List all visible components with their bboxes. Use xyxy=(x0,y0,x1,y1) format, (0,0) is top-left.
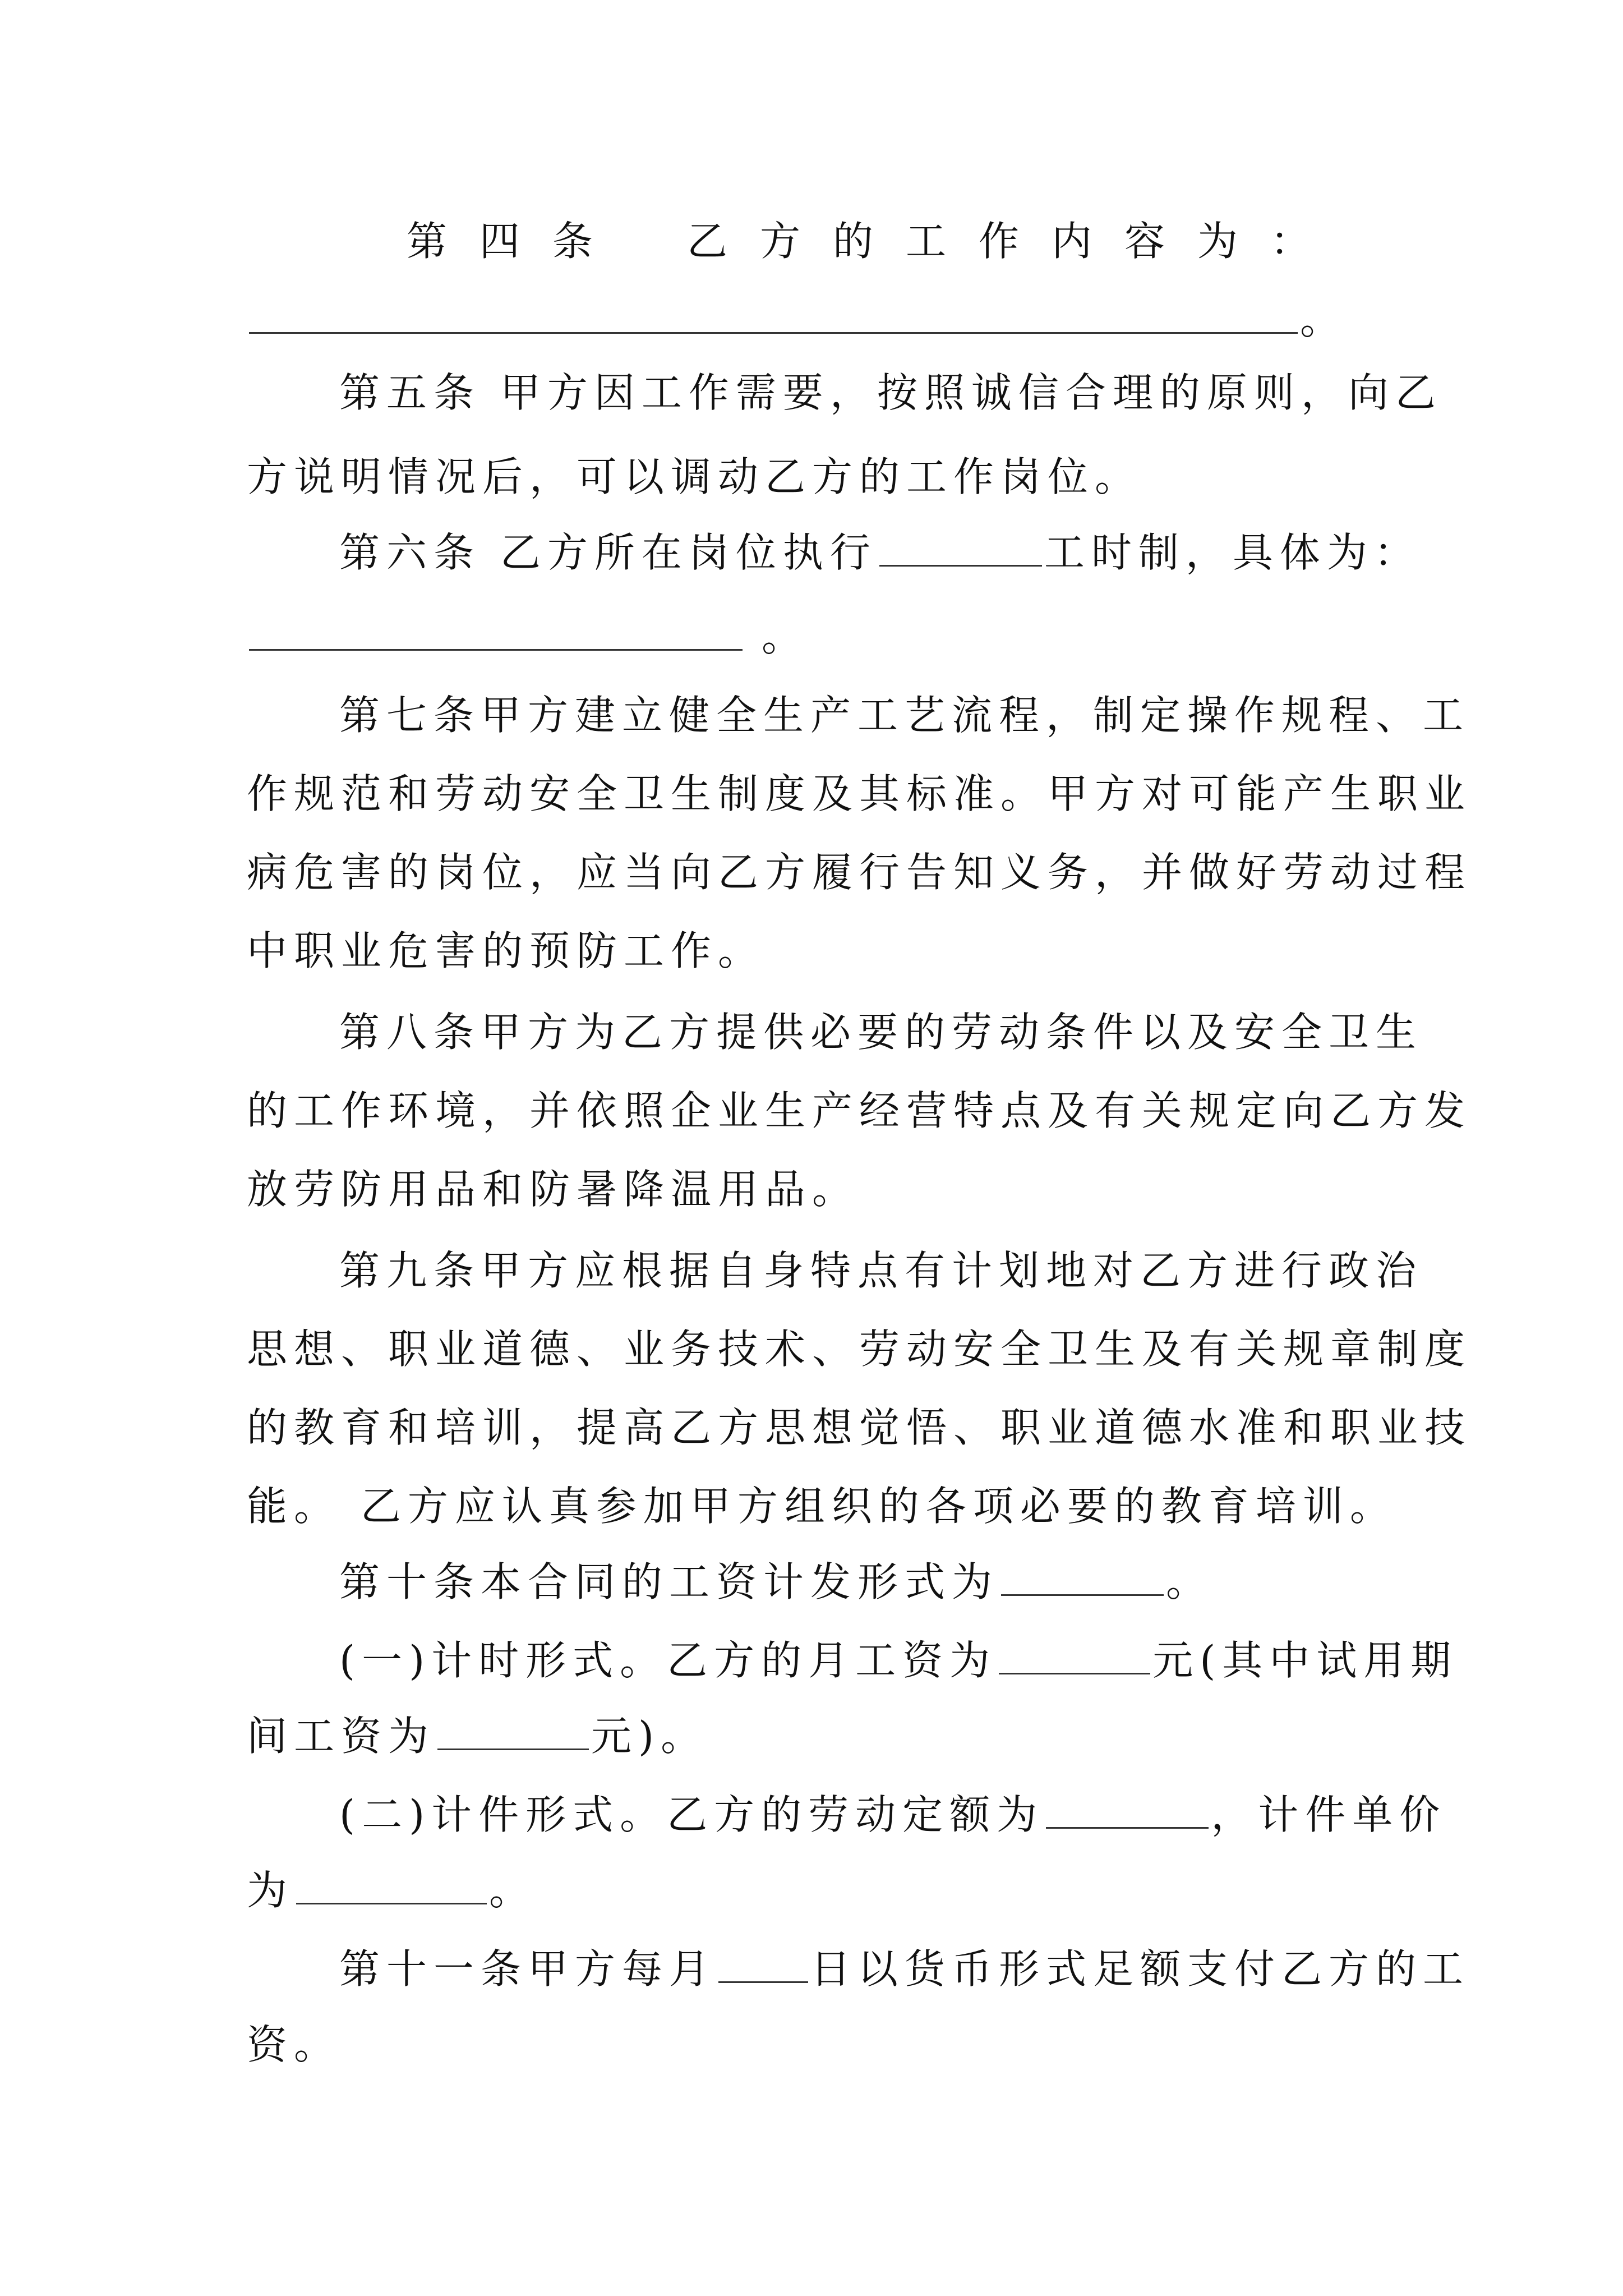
art6-line1 xyxy=(339,524,1421,581)
art6-suffix: 工时制，具体为： xyxy=(1044,529,1421,576)
art10-item2-mid: ，计件单价 xyxy=(1211,1791,1447,1838)
art9-line3: 的教育和培训，提高乙方思想觉悟、职业道德水准和职业技 xyxy=(247,1404,1472,1451)
art11-line2: 资。 xyxy=(247,2021,342,2068)
art11-line1 xyxy=(339,1941,1470,1997)
art10-item1-line2 xyxy=(247,1708,708,1764)
art7-line2: 作规范和劳动安全卫生制度及其标准。甲方对可能产生职业 xyxy=(247,770,1472,817)
art7-line3: 病危害的岗位，应当向乙方履行告知义务，并做好劳动过程 xyxy=(247,849,1472,896)
art11-prefix: 第十一条甲方每月 xyxy=(339,1945,717,1993)
art6-prefix: 第六条 乙方所在岗位执行 xyxy=(339,529,877,576)
art10-item2-line2-end: 。 xyxy=(489,1867,537,1914)
art7-line4: 中职业危害的预防工作。 xyxy=(247,927,766,974)
art4-end: 。 xyxy=(1300,296,1348,343)
art8-line1: 第八条甲方为乙方提供必要的劳动条件以及安全卫生 xyxy=(339,1009,1423,1056)
art4-blank[interactable] xyxy=(249,292,1298,334)
art4-line2 xyxy=(247,292,1347,348)
art10-item1-line1 xyxy=(339,1632,1458,1688)
art10-prefix: 第十条本合同的工资计发形式为 xyxy=(339,1558,999,1605)
art5-line1: 第五条 甲方因工作需要，按照诚信合理的原则，向乙 xyxy=(339,369,1442,416)
art8-line2: 的工作环境，并依照企业生产经营特点及有关规定向乙方发 xyxy=(247,1087,1472,1134)
art4-line1 xyxy=(407,213,1343,269)
art11-blank[interactable] xyxy=(718,1941,808,1983)
art6-end: 。 xyxy=(762,613,809,660)
art10-item1-line2-end: 元)。 xyxy=(591,1713,708,1760)
art10-item1-blank-2[interactable] xyxy=(437,1708,589,1750)
art10-item2-blank-1[interactable] xyxy=(1046,1787,1209,1829)
art10-item2-line2 xyxy=(247,1862,536,1918)
art10-item2-prefix: (二)计件形式。乙方的劳动定额为 xyxy=(339,1791,1044,1838)
art6-blank-1[interactable] xyxy=(879,524,1042,567)
art6-blank-2[interactable] xyxy=(249,609,743,651)
art7-line1: 第七条甲方建立健全生产工艺流程，制定操作规程、工 xyxy=(339,692,1470,739)
art10-item1-line2-prefix: 间工资为 xyxy=(247,1713,436,1760)
art4-text: 乙方的工作内容为： xyxy=(687,218,1344,265)
art10-item2-line2-prefix: 为 xyxy=(247,1867,294,1914)
art10-item2-blank-2[interactable] xyxy=(296,1862,487,1904)
art4-heading: 第四条 xyxy=(407,218,626,265)
art9-line2: 思想、职业道德、业务技术、劳动安全卫生及有关规章制度 xyxy=(247,1326,1472,1373)
art10-item1-blank-1[interactable] xyxy=(999,1632,1150,1674)
art9-line1: 第九条甲方应根据自身特点有计划地对乙方进行政治 xyxy=(339,1247,1423,1294)
art10-blank[interactable] xyxy=(1001,1554,1164,1596)
art6-line2 xyxy=(247,609,809,665)
art8-line3: 放劳防用品和防暑降温用品。 xyxy=(247,1166,860,1213)
art9-line4: 能。 乙方应认真参加甲方组织的各项必要的教育培训。 xyxy=(247,1483,1397,1530)
art11-suffix: 日以货币形式足额支付乙方的工 xyxy=(810,1945,1470,1993)
art10-item1-prefix: (一)计时形式。乙方的月工资为 xyxy=(339,1637,997,1684)
art5-line2: 方说明情况后，可以调动乙方的工作岗位。 xyxy=(247,453,1142,500)
art10-line1 xyxy=(339,1554,1213,1610)
art10-item1-mid: 元(其中试用期 xyxy=(1152,1637,1458,1684)
art10-item2-line1 xyxy=(339,1787,1446,1843)
art10-end: 。 xyxy=(1166,1558,1214,1605)
